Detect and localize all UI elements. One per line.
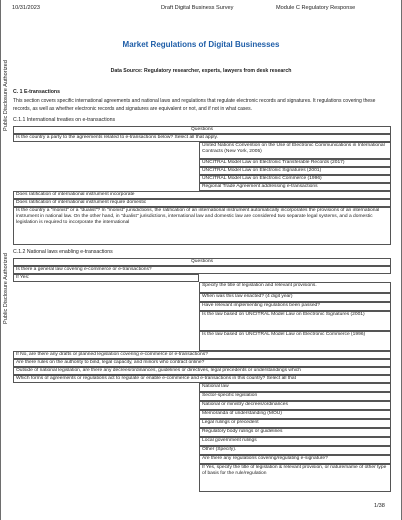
page-title: Market Regulations of Digital Businesses (122, 40, 280, 49)
option-row: UNCITRAL Model Law on Electronic Transferable Records (2017) (199, 159, 391, 167)
question-row: Does ratification of international instrument incorporate (13, 191, 391, 199)
option-row: Memoranda of understanding (MOU) (199, 410, 391, 419)
question-row: Is the country a party to the agreements related to e-transactions below? Select all that apply. (13, 134, 391, 142)
question-row: Which forms of agreements or regulations act to regulate or enable e-commerce and e-transactions in this country? Select all that (13, 375, 391, 383)
side-disclosure-label: Public Disclosure Authorized (3, 60, 9, 131)
option-row: If Yes, specify the title of legislation & relevant provision, or nature/name of other type of basis for the rule/regulation (199, 464, 391, 492)
questions-header: Questions (13, 126, 391, 134)
option-row: National law (199, 383, 391, 392)
header-date: 10/31/2023 (12, 5, 40, 11)
subsection-heading: C.1.2 National laws enabling e-transactions (13, 249, 113, 255)
question-row: Does ratification of international instrument require domestic (13, 199, 391, 207)
subsection-heading: C.1.1 International treaties on e-transactions (13, 117, 116, 123)
question-row: Is the country a "monist" or a "dualist"? In "monist" jurisdictions, the ratification of an international instrument automatically incorporates the provisions of an international instrument in national law. On the other hand, in "dualist" jurisdictions, international law and domestic law are considered two separate legal systems, and a domestic legislation is required to incorporate the international (13, 207, 391, 245)
option-row: Other (Specify). (199, 446, 391, 455)
side-disclosure-label: Public Disclosure Authorized (3, 253, 9, 324)
option-row: Is the law based on UNCITRAL Model Law on Electronic Commerce (1996) (199, 331, 391, 351)
option-row: UNCITRAL Model Law on Electronic Signatures (2001) (199, 167, 391, 175)
header-doc-title: Draft Digital Business Survey (161, 5, 234, 11)
document-page (1, 0, 401, 520)
question-row: If Yes: (13, 274, 199, 282)
page-number: 1/38 (374, 503, 385, 509)
option-row: Have relevant implementing regulations been passed? (199, 302, 391, 311)
option-row: National or ministry decrees/ordinances (199, 401, 391, 410)
option-row: Legal rulings or precedent (199, 419, 391, 428)
section-heading: C. 1 E-transactions (13, 89, 60, 95)
questions-header: Questions (13, 258, 391, 266)
option-row: United Nations Convention on the Use of Electronic Communications in International Contracts (New York, 2005) (199, 142, 391, 159)
section-intro: This section covers specific international agreements and national laws and regulations that regulate electronic records and signatures. It regulations covering these records, as well as whether electronic records and signatures are equivalent or not, and if not in what cases. (13, 98, 376, 112)
question-row: Outside of national legislation, are there any decrees/ordinances, guidelines or directives, legal precedents or understandings which (13, 367, 391, 375)
option-row: Sector-specific legislation (199, 392, 391, 401)
data-source: Data Source: Regulatory researcher, experts, lawyers from desk research (110, 68, 292, 74)
option-row: When was this law enacted? (4 digit year) (199, 293, 391, 302)
option-row: Are there any regulations covering/regulating e-signature? (199, 455, 391, 464)
option-row: Local government rulings (199, 437, 391, 446)
question-row: Is there a general law covering e-commerce or e-transactions? (13, 266, 391, 274)
option-row: Specify the title of legislation and relevant provisions. (199, 282, 391, 293)
header-module: Module C Regulatory Response (276, 5, 356, 11)
question-row: If No, are there any drafts or planned legislation covering e-commerce or e-transactions? (13, 351, 391, 359)
question-row: Are there rules on the authority to bind, legal capacity, and minors who contract online? (13, 359, 391, 367)
option-row: Regulatory body rulings or guidelines (199, 428, 391, 437)
option-row: Regional Trade Agreement addressing e-transactions (199, 183, 391, 191)
option-row: UNCITRAL Model Law on Electronic Commerce (1996) (199, 175, 391, 183)
option-row: Is the law based on UNCITRAL Model Law on Electronic Signatures (2001) (199, 311, 391, 331)
